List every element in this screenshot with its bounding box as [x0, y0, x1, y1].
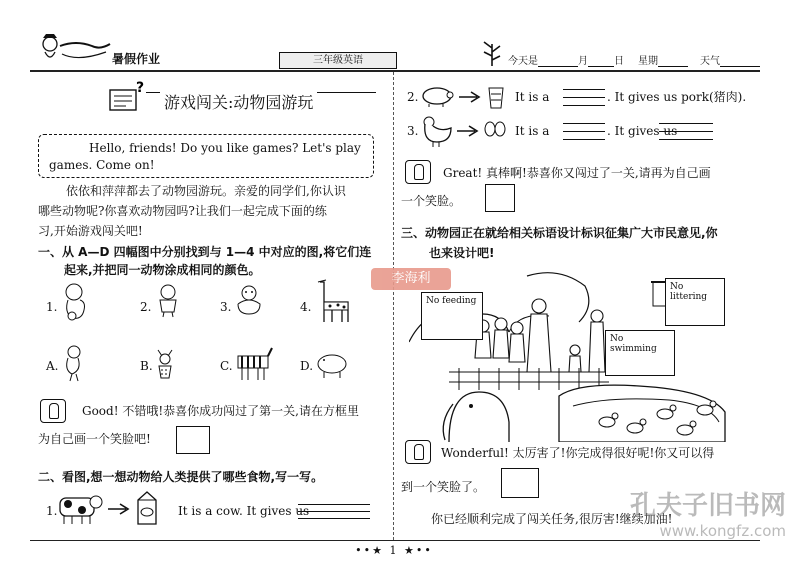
date-label-weather: 天气	[700, 56, 720, 67]
right-column	[393, 72, 790, 540]
title-icon	[106, 80, 146, 114]
date-line	[508, 52, 760, 67]
good-line-1: Good! 不错哦!恭喜你成功闯过了第一关,请在方框里	[82, 404, 359, 418]
header	[0, 0, 790, 70]
intro-box	[38, 134, 374, 178]
q2-item3-answer-2[interactable]	[659, 116, 713, 140]
q2-prompt: 二、看图,想一想动物给人类提供了哪些食物,写一写。	[38, 470, 324, 484]
good-line-2: 为自己画一个笑脸吧!	[38, 432, 151, 446]
sign-no-swimming-label: No swimming	[610, 334, 657, 354]
page-number: 1	[389, 544, 399, 557]
smiley-box-2[interactable]	[485, 184, 515, 212]
footer-page	[344, 544, 444, 557]
sign-no-feeding-label: No feeding	[426, 296, 477, 306]
arrow-icon	[455, 124, 481, 138]
sign-no-littering	[665, 278, 725, 326]
thumbs-up-icon	[405, 160, 431, 184]
q2-item2-a: It is a	[515, 90, 550, 104]
q1-num-1: 1.	[46, 300, 58, 314]
smiley-box-3[interactable]	[501, 468, 539, 498]
intro-line-2: games. Come on!	[49, 158, 155, 172]
q2-item3-a: It is a	[515, 124, 550, 138]
arrow-icon	[106, 502, 132, 516]
brand-logo	[40, 32, 112, 66]
arrow-icon	[457, 90, 483, 104]
plant-icon	[480, 38, 504, 66]
wonderful-line-2: 到一个笑脸了。	[401, 480, 486, 494]
animal-b-sketch	[154, 346, 176, 380]
zebra-sketch	[234, 346, 274, 382]
q3-prompt-2: 也来设计吧!	[429, 246, 495, 260]
animal-a-sketch	[62, 344, 86, 382]
footer-star-right: ★••	[404, 544, 433, 557]
date-label-day: 日	[614, 56, 624, 67]
sign-no-feeding	[421, 292, 483, 340]
wonderful-line-1: Wonderful! 太厉害了!你完成得很好呢!你又可以得	[441, 446, 715, 460]
q2-item1-answer[interactable]	[298, 498, 370, 520]
q1-letter-c: C.	[220, 359, 233, 373]
animal-1-sketch	[60, 280, 96, 322]
eggs-icon	[483, 120, 507, 138]
q2-item2-b: . It gives us pork(猪肉).	[607, 90, 747, 104]
q1-letter-b: B.	[140, 359, 153, 373]
center-tab-label: 三年级英语	[313, 55, 363, 66]
pork-icon	[485, 84, 507, 110]
q3-prompt-1: 三、动物园正在就给相关标语设计标识征集广大市民意见,你	[401, 226, 718, 240]
q2-item2-num: 2.	[407, 90, 419, 104]
footer-star-left: ••★	[355, 544, 384, 557]
q1-num-3: 3.	[220, 300, 232, 314]
q2-item3-num: 3.	[407, 124, 419, 138]
sign-no-littering-label: No littering	[670, 282, 708, 302]
paragraph-line-3: 习,开始游戏闯关吧!	[38, 224, 143, 238]
site-watermark	[596, 490, 786, 550]
giraffe-sketch	[312, 278, 358, 324]
animal-d-sketch	[314, 350, 350, 380]
thumbs-up-icon	[40, 399, 66, 423]
smiley-box-1[interactable]	[176, 426, 210, 454]
hen-sketch	[419, 112, 455, 148]
q2-item3-b: . It gives us	[607, 124, 678, 138]
q1-letter-a: A.	[46, 359, 59, 373]
q1-num-4: 4.	[300, 300, 312, 314]
q2-item1-num: 1.	[46, 504, 58, 518]
great-line-1: Great! 真棒啊!恭喜你又闯过了一关,请再为自己画	[443, 166, 711, 180]
pig-sketch	[419, 84, 455, 108]
q1-letter-d: D.	[300, 359, 314, 373]
watermark-stamp-label: 李海利	[391, 271, 431, 286]
animal-3-sketch	[234, 284, 264, 316]
svg-text:?: ?	[136, 80, 145, 96]
date-label-month: 月	[578, 56, 588, 67]
q2-item3-answer-1[interactable]	[563, 116, 605, 140]
page-title: 游戏闯关:动物园游玩	[160, 90, 317, 113]
q2-item1-text: It is a cow. It gives us	[178, 504, 310, 518]
thumbs-up-icon	[405, 440, 431, 464]
animal-2-sketch	[154, 282, 182, 318]
center-tab	[279, 52, 397, 69]
brand-title: 暑假作业	[112, 52, 161, 66]
cow-sketch	[56, 490, 104, 526]
left-column	[0, 72, 393, 540]
great-line-2: 一个笑脸。	[401, 194, 462, 208]
q1-num-2: 2.	[140, 300, 152, 314]
ending-line: 你已经顺利完成了闯关任务,很厉害!继续加油!	[431, 512, 673, 526]
paragraph-line-2: 哪些动物呢?你喜欢动物园吗?让我们一起完成下面的练	[38, 204, 327, 218]
paragraph-line-1: 依依和萍萍都去了动物园游玩。亲爱的同学们,你认识	[66, 184, 346, 198]
q2-item2-answer[interactable]	[563, 82, 605, 106]
q1-prompt-1: 一、从 A—D 四幅图中分别找到与 1—4 中对应的图,将它们连	[38, 245, 372, 259]
footer-rule	[30, 540, 760, 541]
milk-carton-icon	[134, 490, 160, 526]
site-watermark-url: www.kongfz.com	[659, 522, 786, 540]
date-label-weekday: 星期	[638, 56, 658, 67]
date-label-today: 今天是	[508, 56, 538, 67]
sign-no-swimming	[605, 330, 675, 376]
site-watermark-name: 孔夫子旧书网	[629, 491, 786, 521]
q1-prompt-2: 起来,并把同一动物涂成相同的颜色。	[64, 263, 261, 277]
intro-line-1: Hello, friends! Do you like games? Let's play	[89, 141, 361, 155]
